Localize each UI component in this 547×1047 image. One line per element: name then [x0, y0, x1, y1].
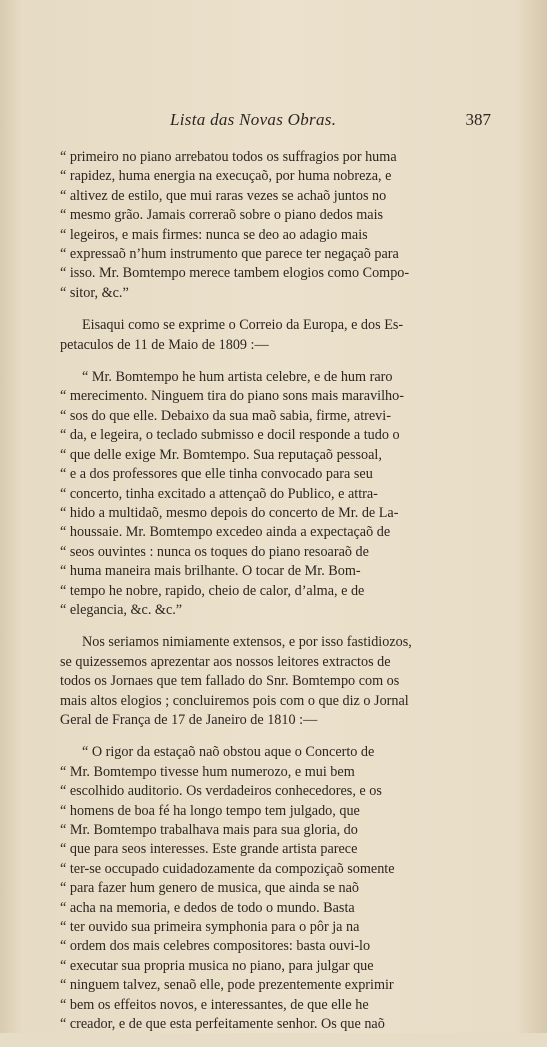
text-line: “ O rigor da estaçaõ naõ obstou aque o Concerto de [82, 744, 375, 761]
text-line: Eisaqui como se exprime o Correio da Europa, e dos Es- [82, 317, 404, 334]
text-line: “ concerto, tinha excitado a attençaõ do Publico, e attra- [60, 485, 378, 502]
text-line: “ houssaie. Mr. Bomtempo excedeo ainda a expectaçaõ de [60, 524, 391, 541]
text-line: “ ter ouvido sua primeira symphonia para o pôr ja na [60, 919, 360, 936]
text-line: “ tempo he nobre, rapido, cheio de calor, d’alma, e de [60, 582, 365, 599]
text-line: “ huma maneira mais brilhante. O tocar de Mr. Bom- [60, 563, 361, 580]
paragraph [60, 743, 470, 1034]
text-line: “ que para seos interesses. Este grande artista parece [60, 841, 358, 858]
text-line: “ homens de boa fé ha longo tempo tem julgado, que [60, 802, 360, 819]
text-line: “ expressaõ n’hum instrumento que parece ter negaçaõ para [60, 246, 399, 263]
running-title: Lista das Novas Obras. [170, 110, 337, 129]
text-line: “ sos do que elle. Debaixo da sua maõ sabia, firme, atrevi- [60, 407, 391, 424]
text-line: “ executar sua propria musica no piano, para julgar que [60, 957, 374, 974]
text-line: “ para fazer hum genero de musica, que ainda se naõ [60, 880, 359, 897]
text-line: “ escolhido auditorio. Os verdadeiros conhecedores, e os [60, 783, 382, 800]
text-line: “ ter-se occupado cuidadozamente da compoziçaõ somente [60, 860, 395, 877]
text-line: “ creador, e de que esta perfeitamente senhor. Os que naõ [60, 1016, 385, 1033]
text-line: “ bem os effeitos novos, e interessantes, de que elle he [60, 996, 369, 1013]
text-line: “ legeiros, e mais firmes: nunca se deo ao adagio mais [60, 226, 368, 243]
text-line: “ elegancia, &c. &c.” [60, 601, 183, 618]
paragraph [60, 368, 470, 620]
page-number: 387 [465, 110, 491, 129]
text-line: “ ninguem talvez, senaõ elle, pode prezentemente exprimir [60, 977, 394, 994]
text-line: “ isso. Mr. Bomtempo merece tambem elogios como Compo- [60, 265, 410, 282]
text-line: “ ordem dos mais celebres compositores: basta ouvi-lo [60, 938, 371, 955]
text-line: “ primeiro no piano arrebatou todos os suffragios por huma [60, 149, 397, 165]
text-line: “ seos ouvintes : nunca os toques do piano resoaraõ de [60, 543, 369, 560]
text-line: “ mesmo grão. Jamais correraõ sobre o piano dedos mais [60, 207, 384, 224]
body-text [60, 148, 470, 1047]
text-line: Nos seriamos nimiamente extensos, e por isso fastidiozos, [82, 634, 412, 651]
text-line: “ Mr. Bomtempo trabalhava mais para sua gloria, do [60, 822, 358, 838]
text-line: “ e a dos professores que elle tinha convocado para seu [60, 466, 373, 483]
text-line: “ Mr. Bomtempo he hum artista celebre, e de hum raro [82, 369, 393, 386]
text-line: Geral de França de 17 de Janeiro de 1810 :— [60, 711, 318, 728]
text-line: petaculos de 11 de Maio de 1809 :— [60, 336, 269, 353]
text-line: “ altivez de estilo, que mui raras vezes se achaõ juntos no [60, 187, 387, 204]
text-line: “ hido a multidaõ, mesmo depois do concerto de Mr. de La- [60, 504, 399, 521]
text-line: “ sitor, &c.” [60, 284, 129, 301]
text-line: “ Mr. Bomtempo tivesse hum numerozo, e mui bem [60, 763, 355, 780]
text-line: “ da, e legeira, o teclado submisso e docil responde a tudo o [60, 427, 400, 444]
text-line: “ acha na memoria, e dedos de todo o mundo. Basta [60, 899, 355, 916]
text-line: “ rapidez, huma energia na execuçaõ, por huma nobreza, e [60, 168, 392, 185]
paragraph [60, 148, 470, 303]
text-line: mais altos elogios ; concluiremos pois com o que diz o Jornal [60, 692, 409, 709]
text-line: se quizessemos aprezentar aos nossos leitores extractos de [60, 653, 391, 670]
paragraph [60, 316, 470, 355]
text-line: “ merecimento. Ninguem tira do piano sons mais maravilho- [60, 388, 404, 405]
text-line: “ que delle exige Mr. Bomtempo. Sua reputaçaõ pessoal, [60, 446, 382, 463]
text-line: todos os Jornaes que tem fallado do Snr. Bomtempo com os [60, 673, 400, 690]
page-header [60, 110, 491, 134]
paragraph [60, 633, 470, 730]
